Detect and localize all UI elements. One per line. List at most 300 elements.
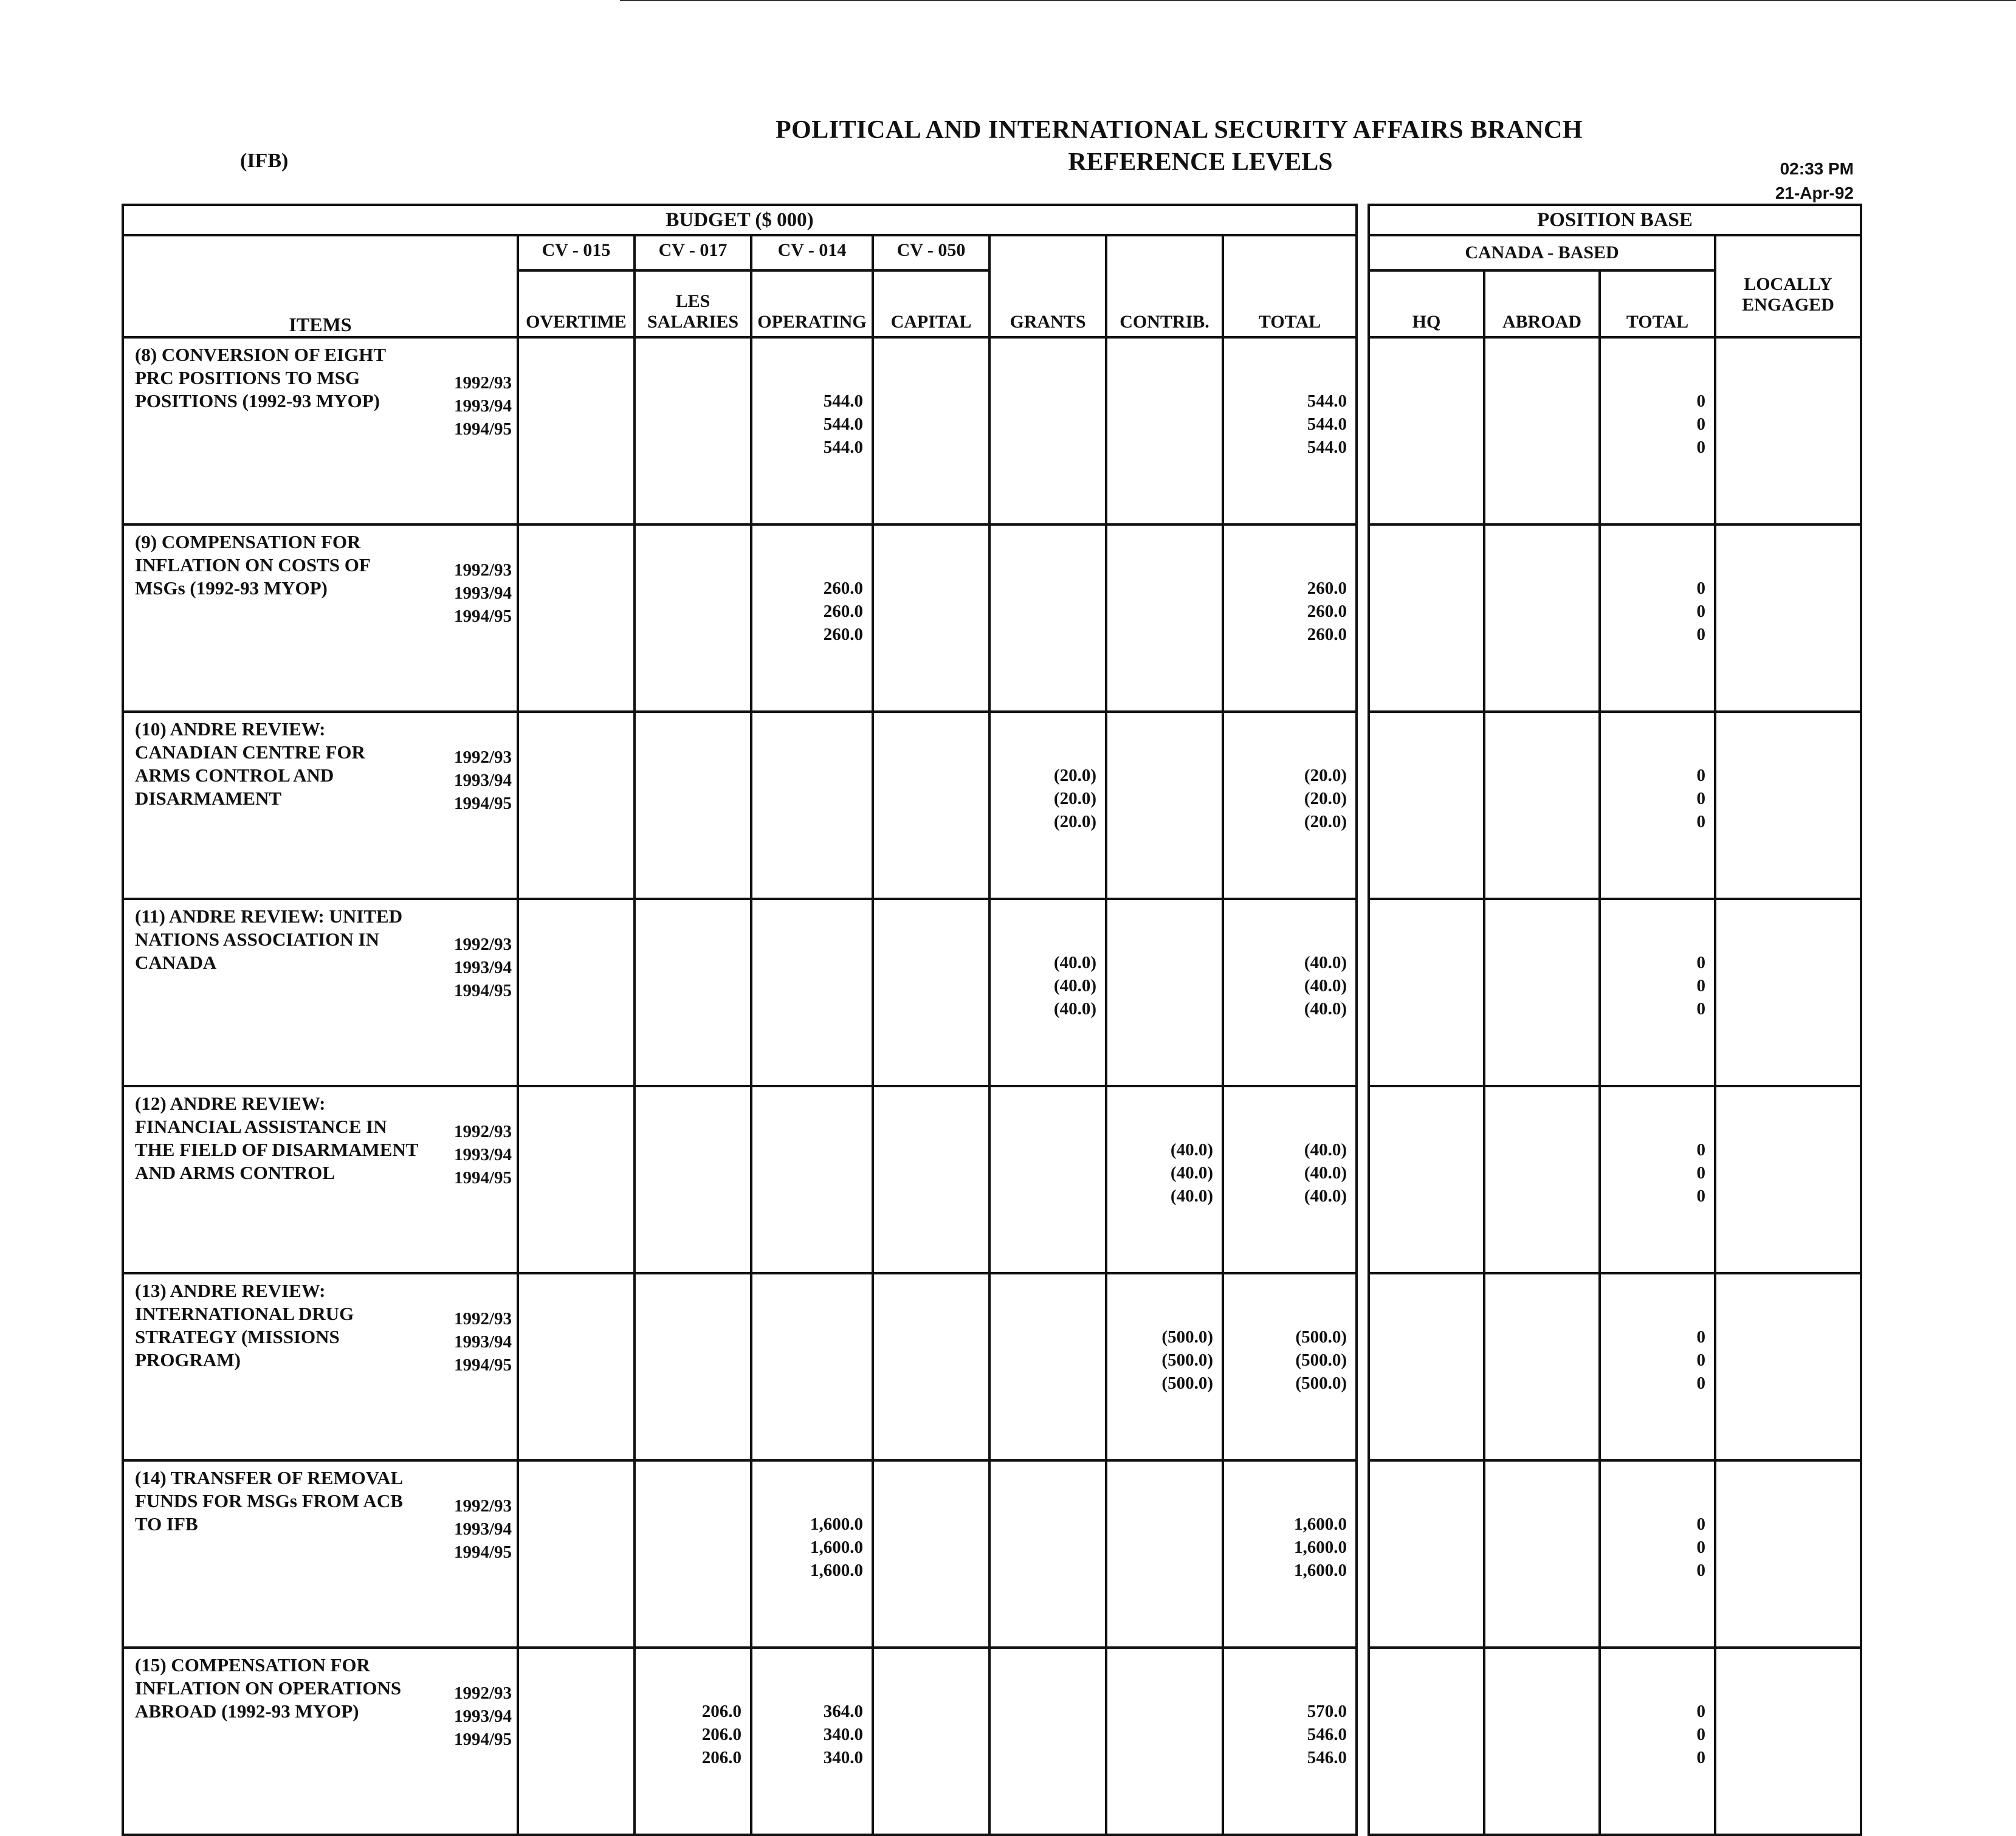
value: 544.0 — [823, 438, 863, 457]
fiscal-year: 1992/93 — [453, 1683, 512, 1703]
value — [1375, 623, 1474, 646]
value — [1375, 951, 1474, 974]
value — [757, 997, 863, 1020]
value — [1721, 1372, 1851, 1395]
value — [1490, 787, 1590, 810]
value — [879, 810, 980, 833]
value: 544.0 — [1307, 414, 1347, 434]
value — [879, 764, 980, 787]
cell-hq — [1369, 1086, 1484, 1273]
cell-abroad — [1484, 1648, 1600, 1835]
value: 1,600.0 — [1294, 1561, 1347, 1580]
value — [1112, 413, 1213, 436]
value — [524, 1349, 625, 1372]
value: 544.0 — [823, 391, 863, 411]
cell-pos-total — [1600, 712, 1715, 899]
locally-label: LOCALLY — [1744, 274, 1832, 294]
value — [1490, 1536, 1590, 1559]
print-time: 02:33 PM — [1780, 159, 1854, 178]
col-capital: CAPITAL — [873, 270, 989, 337]
value: 0 — [1696, 789, 1705, 808]
value: (40.0) — [1170, 1163, 1213, 1183]
value: (40.0) — [1304, 1140, 1347, 1160]
value — [524, 436, 625, 459]
cell-hq — [1369, 899, 1484, 1086]
value — [524, 1559, 625, 1582]
value: (500.0) — [1161, 1327, 1213, 1347]
cell-grants — [989, 712, 1106, 899]
value — [641, 623, 741, 646]
value — [879, 436, 980, 459]
budget-group-title: BUDGET ($ 000) — [123, 205, 1357, 235]
item-description-line: CANADA — [135, 952, 217, 973]
value — [1721, 1559, 1851, 1582]
value — [524, 764, 625, 787]
col-abroad: ABROAD — [1484, 270, 1600, 337]
value — [641, 1536, 741, 1559]
value — [996, 1723, 1096, 1746]
cell-total — [1223, 712, 1357, 899]
fiscal-year: 1994/95 — [453, 1168, 512, 1188]
value: 544.0 — [823, 414, 863, 434]
item-cell — [123, 1648, 518, 1835]
value — [1112, 974, 1213, 997]
table-row — [123, 1460, 1357, 1648]
value — [1375, 1723, 1474, 1746]
item-description-line: PROGRAM) — [135, 1349, 241, 1370]
value: (500.0) — [1295, 1350, 1347, 1370]
value: 0 — [1696, 1538, 1705, 1557]
document-subtitle: REFERENCE LEVELS — [1068, 148, 1333, 176]
value — [757, 1372, 863, 1395]
document-code: (IFB) — [240, 150, 289, 172]
value — [1490, 1161, 1590, 1184]
value — [1490, 1559, 1590, 1582]
value: (40.0) — [1304, 953, 1347, 972]
cell-locally — [1715, 899, 1861, 1086]
cell-total — [1223, 1460, 1357, 1648]
value — [1490, 1372, 1590, 1395]
value — [1490, 1349, 1590, 1372]
value: (40.0) — [1053, 953, 1096, 972]
value — [879, 1372, 980, 1395]
value — [1112, 577, 1213, 600]
value — [1112, 1723, 1213, 1746]
value — [1375, 764, 1474, 787]
table-row — [123, 1086, 1357, 1273]
value: (40.0) — [1170, 1140, 1213, 1160]
cell-abroad — [1484, 712, 1600, 899]
cell-capital — [873, 1460, 989, 1648]
value: 1,600.0 — [1294, 1515, 1347, 1534]
table-row — [123, 337, 1357, 524]
value — [757, 974, 863, 997]
value — [879, 1184, 980, 1208]
fiscal-year: 1993/94 — [453, 1707, 512, 1726]
value — [1721, 1700, 1851, 1723]
value: 340.0 — [823, 1748, 863, 1767]
value: 0 — [1696, 953, 1705, 972]
value — [1490, 1184, 1590, 1208]
fiscal-year: 1994/95 — [453, 607, 512, 626]
cell-overtime — [518, 1086, 635, 1273]
value — [757, 951, 863, 974]
value — [879, 997, 980, 1020]
cell-contrib — [1106, 524, 1223, 712]
value — [879, 577, 980, 600]
value: 0 — [1696, 1374, 1705, 1393]
value — [1721, 413, 1851, 436]
value: (20.0) — [1304, 766, 1347, 785]
value: 260.0 — [823, 625, 863, 644]
value — [757, 1161, 863, 1184]
value — [1112, 951, 1213, 974]
cell-locally — [1715, 524, 1861, 712]
value — [879, 1161, 980, 1184]
value — [879, 1700, 980, 1723]
cell-abroad — [1484, 899, 1600, 1086]
value — [524, 997, 625, 1020]
item-cell — [123, 337, 518, 524]
value: (20.0) — [1053, 766, 1096, 785]
value — [1490, 623, 1590, 646]
value: 0 — [1696, 1748, 1705, 1767]
value — [996, 1746, 1096, 1769]
cell-pos-total — [1600, 1460, 1715, 1648]
cell-operating — [751, 1273, 873, 1460]
position-group-title: POSITION BASE — [1369, 205, 1861, 235]
value — [524, 623, 625, 646]
value — [1721, 600, 1851, 623]
value — [1375, 1184, 1474, 1208]
cell-capital — [873, 1086, 989, 1273]
value — [1721, 1513, 1851, 1536]
value — [1375, 1138, 1474, 1161]
value — [641, 600, 741, 623]
cell-contrib — [1106, 712, 1223, 899]
value — [1375, 1349, 1474, 1372]
value — [1490, 390, 1590, 413]
value: (500.0) — [1295, 1374, 1347, 1393]
fiscal-year: 1993/94 — [453, 1145, 512, 1164]
value: (40.0) — [1304, 1186, 1347, 1206]
item-description-line: (12) ANDRE REVIEW: — [135, 1093, 326, 1114]
cell-salaries — [635, 337, 751, 524]
cell-abroad — [1484, 1460, 1600, 1648]
item-description-line: THE FIELD OF DISARMAMENT — [135, 1139, 419, 1160]
value — [996, 1513, 1096, 1536]
item-description-line: (11) ANDRE REVIEW: UNITED — [135, 906, 403, 927]
value: 0 — [1696, 999, 1705, 1019]
col-operating: OPERATING — [751, 270, 873, 337]
value — [996, 390, 1096, 413]
cell-total — [1223, 1648, 1357, 1835]
value — [1721, 951, 1851, 974]
value — [641, 764, 741, 787]
value — [879, 1349, 980, 1372]
fiscal-year: 1992/93 — [453, 1309, 512, 1329]
value — [641, 413, 741, 436]
fiscal-year: 1994/95 — [453, 1355, 512, 1375]
value — [524, 577, 625, 600]
value — [996, 623, 1096, 646]
item-description-line: FUNDS FOR MSGs FROM ACB — [135, 1490, 403, 1511]
cell-total — [1223, 524, 1357, 712]
value — [1375, 1161, 1474, 1184]
value — [1375, 1746, 1474, 1769]
cell-salaries — [635, 1273, 751, 1460]
fiscal-year: 1994/95 — [453, 981, 512, 1000]
cell-salaries — [635, 712, 751, 899]
value: (40.0) — [1170, 1186, 1213, 1206]
value: 570.0 — [1307, 1702, 1347, 1721]
table-row — [1369, 1648, 1861, 1835]
value — [1490, 764, 1590, 787]
value — [1490, 1325, 1590, 1349]
cell-pos-total — [1600, 899, 1715, 1086]
value: 0 — [1696, 1186, 1705, 1206]
value — [1375, 810, 1474, 833]
cell-grants — [989, 1460, 1106, 1648]
item-description-line: INFLATION ON OPERATIONS — [135, 1677, 402, 1699]
value — [996, 1700, 1096, 1723]
value — [1490, 600, 1590, 623]
value — [1490, 577, 1590, 600]
cell-total — [1223, 899, 1357, 1086]
value — [1490, 1513, 1590, 1536]
value: (500.0) — [1161, 1374, 1213, 1393]
value — [1112, 1700, 1213, 1723]
cell-overtime — [518, 337, 635, 524]
value — [524, 600, 625, 623]
value: (20.0) — [1304, 812, 1347, 831]
value — [524, 1746, 625, 1769]
items-column-header: ITEMS — [123, 235, 518, 337]
value: 0 — [1696, 1725, 1705, 1744]
print-date: 21-Apr-92 — [1775, 184, 1854, 202]
value: 1,600.0 — [810, 1561, 863, 1580]
fiscal-year: 1992/93 — [453, 748, 512, 767]
canada-based-header: CANADA - BASED — [1369, 235, 1715, 270]
value — [879, 413, 980, 436]
cell-capital — [873, 524, 989, 712]
item-description-line: (14) TRANSFER OF REMOVAL — [135, 1467, 404, 1488]
value: (40.0) — [1053, 976, 1096, 995]
value — [1112, 1513, 1213, 1536]
value — [1112, 600, 1213, 623]
cell-contrib — [1106, 337, 1223, 524]
table-row — [123, 524, 1357, 712]
cell-contrib — [1106, 1273, 1223, 1460]
cell-salaries — [635, 1460, 751, 1648]
value — [1375, 1700, 1474, 1723]
value — [757, 1349, 863, 1372]
value — [641, 390, 741, 413]
cell-operating — [751, 1086, 873, 1273]
cell-locally — [1715, 1086, 1861, 1273]
item-cell — [123, 712, 518, 899]
cell-pos-total — [1600, 524, 1715, 712]
value — [1375, 974, 1474, 997]
item-description-line: (10) ANDRE REVIEW: — [135, 718, 326, 740]
value — [1490, 997, 1590, 1020]
cell-grants — [989, 1086, 1106, 1273]
position-base-table — [1368, 204, 1862, 1836]
cell-overtime — [518, 1648, 635, 1835]
col-position-total: TOTAL — [1600, 270, 1715, 337]
cv-code: CV - 050 — [873, 235, 989, 270]
value: (40.0) — [1304, 976, 1347, 995]
value: 364.0 — [823, 1702, 863, 1721]
fiscal-year: 1992/93 — [453, 560, 512, 580]
cell-locally — [1715, 1273, 1861, 1460]
cell-locally — [1715, 337, 1861, 524]
value — [1375, 436, 1474, 459]
cell-overtime — [518, 524, 635, 712]
cell-capital — [873, 712, 989, 899]
col-les-salaries — [635, 270, 751, 337]
col-salaries-label: SALARIES — [647, 312, 739, 332]
value: 0 — [1696, 602, 1705, 621]
value — [996, 1325, 1096, 1349]
value — [996, 600, 1096, 623]
value — [1375, 1325, 1474, 1349]
item-description-line: INTERNATIONAL DRUG — [135, 1303, 354, 1324]
cell-salaries — [635, 524, 751, 712]
item-description-line: ARMS CONTROL AND — [135, 765, 334, 786]
item-description-line: NATIONS ASSOCIATION IN — [135, 929, 379, 950]
item-description-line: POSITIONS (1992-93 MYOP) — [135, 390, 380, 411]
value — [1375, 600, 1474, 623]
value — [1721, 1325, 1851, 1349]
value — [524, 1723, 625, 1746]
value — [1721, 623, 1851, 646]
cell-locally — [1715, 712, 1861, 899]
value — [757, 787, 863, 810]
value — [641, 1325, 741, 1349]
value — [1721, 1184, 1851, 1208]
col-contrib: CONTRIB. — [1106, 235, 1223, 337]
value — [879, 787, 980, 810]
value — [1721, 436, 1851, 459]
value — [1721, 1138, 1851, 1161]
value — [1375, 1559, 1474, 1582]
value: 0 — [1696, 625, 1705, 644]
value — [1375, 997, 1474, 1020]
value: (40.0) — [1304, 1163, 1347, 1183]
cv-code: CV - 015 — [518, 235, 635, 270]
cell-hq — [1369, 1648, 1484, 1835]
cell-abroad — [1484, 524, 1600, 712]
value — [641, 1184, 741, 1208]
value — [757, 1325, 863, 1349]
value — [641, 1161, 741, 1184]
cell-salaries — [635, 899, 751, 1086]
item-description-line: FINANCIAL ASSISTANCE IN — [135, 1116, 387, 1137]
cell-grants — [989, 1648, 1106, 1835]
value: 0 — [1696, 1140, 1705, 1160]
fiscal-year: 1994/95 — [453, 1542, 512, 1562]
value — [641, 810, 741, 833]
item-cell — [123, 1086, 518, 1273]
value — [641, 1372, 741, 1395]
cell-abroad — [1484, 337, 1600, 524]
budget-table — [122, 204, 1358, 1836]
value — [996, 413, 1096, 436]
item-description-line: PRC POSITIONS TO MSG — [135, 367, 360, 388]
table-row — [1369, 1086, 1861, 1273]
table-row — [1369, 712, 1861, 899]
value — [524, 413, 625, 436]
cell-grants — [989, 1273, 1106, 1460]
item-description-line: ABROAD (1992-93 MYOP) — [135, 1700, 359, 1722]
table-row — [1369, 1273, 1861, 1460]
value: 1,600.0 — [1294, 1538, 1347, 1557]
cell-contrib — [1106, 899, 1223, 1086]
value — [524, 787, 625, 810]
value — [1721, 764, 1851, 787]
value — [1375, 1536, 1474, 1559]
item-cell — [123, 1273, 518, 1460]
fiscal-year: 1994/95 — [453, 1730, 512, 1749]
fiscal-year: 1994/95 — [453, 419, 512, 439]
cell-grants — [989, 899, 1106, 1086]
fiscal-year: 1992/93 — [453, 935, 512, 954]
value — [1112, 764, 1213, 787]
value — [879, 390, 980, 413]
value: 0 — [1696, 1163, 1705, 1183]
value — [996, 1559, 1096, 1582]
value — [1721, 1349, 1851, 1372]
fiscal-year: 1994/95 — [453, 794, 512, 813]
cell-contrib — [1106, 1648, 1223, 1835]
value — [1721, 787, 1851, 810]
cell-operating — [751, 337, 873, 524]
fiscal-year: 1993/94 — [453, 583, 512, 603]
item-description-line: MSGs (1992-93 MYOP) — [135, 577, 328, 599]
cell-hq — [1369, 524, 1484, 712]
fiscal-year: 1993/94 — [453, 771, 512, 790]
value — [996, 1184, 1096, 1208]
value: 546.0 — [1307, 1725, 1347, 1744]
table-row — [123, 1273, 1357, 1460]
cell-hq — [1369, 712, 1484, 899]
col-grants: GRANTS — [989, 235, 1106, 337]
value — [641, 974, 741, 997]
value — [1490, 1138, 1590, 1161]
item-cell — [123, 524, 518, 712]
value — [1375, 413, 1474, 436]
value — [1721, 1723, 1851, 1746]
value — [1721, 810, 1851, 833]
value — [1112, 997, 1213, 1020]
value — [879, 600, 980, 623]
value — [1721, 1746, 1851, 1769]
item-description-line: TO IFB — [135, 1513, 198, 1535]
value — [1490, 1746, 1590, 1769]
fiscal-year: 1992/93 — [453, 373, 512, 393]
table-row — [1369, 337, 1861, 524]
cell-total — [1223, 1273, 1357, 1460]
value — [879, 1536, 980, 1559]
value — [996, 1138, 1096, 1161]
item-cell — [123, 899, 518, 1086]
cell-overtime — [518, 899, 635, 1086]
value: 0 — [1696, 766, 1705, 785]
cell-hq — [1369, 1460, 1484, 1648]
table-row — [1369, 899, 1861, 1086]
value: 206.0 — [701, 1702, 741, 1721]
